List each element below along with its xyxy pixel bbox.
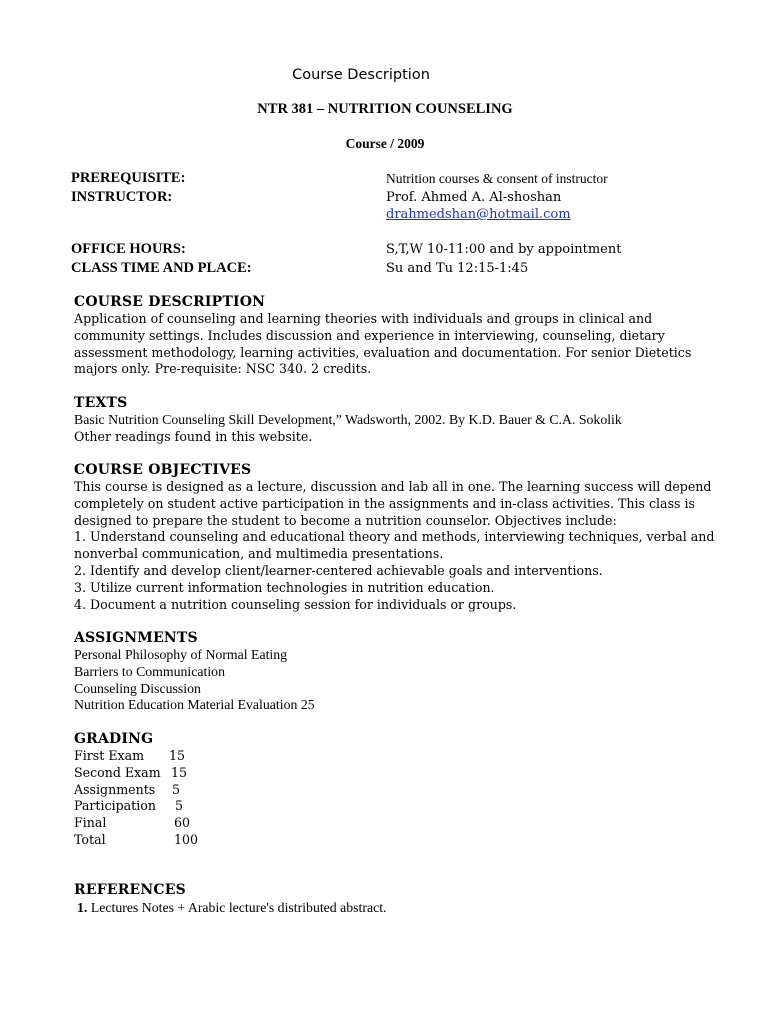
references-section — [74, 882, 714, 916]
assignment-item: Barriers to Communication — [74, 663, 225, 679]
grading-item-value: 5 — [175, 798, 184, 814]
course-code-heading: NTR 381 – NUTRITION COUNSELING — [257, 101, 513, 117]
grading-row — [74, 798, 714, 815]
texts-heading: TEXTS — [74, 395, 128, 411]
texts-line: Basic Nutrition Counseling Skill Development,” Wadsworth, 2002. By K.D. Bauer & C.A. Sokolik — [74, 412, 622, 427]
grading-item-name: First Exam — [74, 748, 145, 763]
course-description-heading: COURSE DESCRIPTION — [74, 294, 266, 310]
objectives-line: 1. Understand counseling and educational theory and methods, interviewing techniques, verbal and — [74, 529, 715, 545]
grading-item-value: 15 — [169, 748, 186, 763]
grading-row — [74, 815, 714, 832]
objectives-line: 3. Utilize current information technologies in nutrition education. — [74, 579, 495, 595]
objectives-line: 4. Document a nutrition counseling session for individuals or groups. — [74, 596, 517, 612]
instructor-value: Prof. Ahmed A. Al-shoshan — [386, 190, 562, 205]
class-time-value: Su and Tu 12:15-1:45 — [386, 261, 529, 276]
reference-text: Lectures Notes + Arabic lecture's distributed abstract. — [90, 900, 387, 915]
prerequisite-label: PREREQUISITE: — [71, 170, 186, 186]
course-description-line: majors only. Pre-requisite: NSC 340. 2 credits. — [74, 361, 372, 377]
assignment-item: Counseling Discussion — [74, 680, 201, 696]
course-objectives-heading: COURSE OBJECTIVES — [74, 462, 252, 478]
grading-item-value: 100 — [174, 831, 199, 847]
office-hours-label: OFFICE HOURS: — [71, 241, 186, 257]
instructor-label: INSTRUCTOR: — [71, 189, 173, 205]
assignments-section — [74, 630, 714, 714]
texts-section — [74, 395, 714, 446]
grading-item-value: 15 — [171, 764, 188, 780]
document-title: Course Description — [292, 67, 430, 83]
class-time-label: CLASS TIME AND PLACE: — [71, 260, 252, 276]
objectives-line: designed to prepare the student to become a nutrition counselor. Objectives include: — [74, 512, 617, 528]
course-description-section — [74, 294, 714, 378]
assignment-item: Personal Philosophy of Normal Eating — [74, 647, 288, 662]
grading-item-value: 5 — [172, 781, 181, 797]
grading-row — [74, 782, 714, 799]
objectives-line: completely on student active participation in the assignments and in-class activities. This class is — [74, 495, 695, 511]
prerequisite-value: Nutrition courses & consent of instructor — [386, 171, 608, 186]
assignment-item: Nutrition Education Material Evaluation 25 — [74, 697, 315, 713]
texts-line: Other readings found in this website. — [74, 428, 313, 444]
reference-item — [74, 899, 714, 916]
course-description-line: assessment methodology, learning activities, evaluation and documentation. For senior Dietetics — [74, 344, 692, 360]
instructor-email-link[interactable]: drahmedshan@hotmail.com — [386, 207, 571, 222]
grading-item-value: 60 — [174, 815, 191, 831]
reference-number: 1. — [77, 900, 88, 915]
assignments-heading: ASSIGNMENTS — [74, 630, 198, 646]
course-objectives-section — [74, 462, 714, 613]
grading-row — [74, 765, 714, 782]
objectives-line: 2. Identify and develop client/learner-centered achievable goals and interventions. — [74, 562, 603, 578]
objectives-line: This course is designed as a lecture, discussion and lab all in one. The learning success will depend — [74, 479, 712, 494]
grading-section — [74, 731, 714, 849]
objectives-line: nonverbal communication, and multimedia presentations. — [74, 546, 444, 562]
course-description-line: Application of counseling and learning theories with individuals and groups in clinical and — [74, 311, 653, 326]
grading-heading: GRADING — [74, 731, 154, 747]
grading-row — [74, 832, 714, 849]
grading-item-name: Assignments — [74, 781, 156, 797]
references-heading: REFERENCES — [74, 882, 186, 898]
grading-item-name: Total — [74, 831, 106, 847]
grading-item-name: Participation — [74, 798, 156, 814]
grading-item-name: Final — [74, 815, 107, 831]
grading-row — [74, 748, 714, 765]
course-year: Course / 2009 — [345, 136, 425, 151]
grading-item-name: Second Exam — [74, 764, 161, 780]
course-description-line: community settings. Includes discussion and experience in interviewing, counseling, dietary — [74, 327, 665, 343]
office-hours-value: S,T,W 10-11:00 and by appointment — [386, 242, 622, 257]
